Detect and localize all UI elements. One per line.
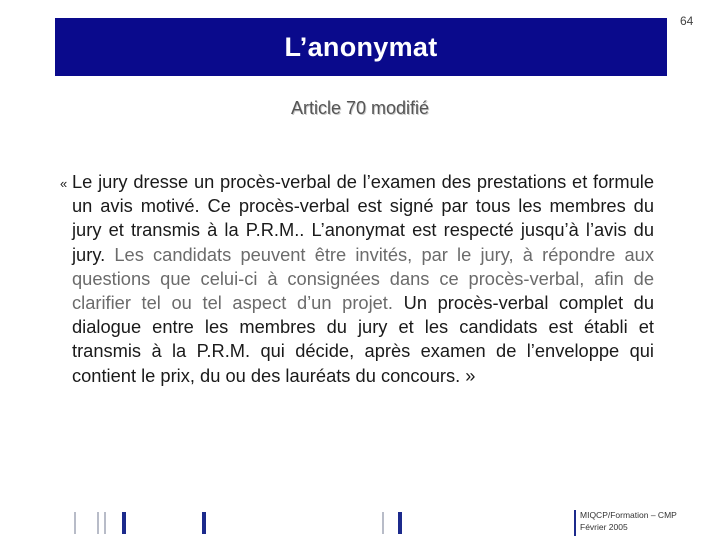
opening-quote: « [60, 176, 68, 191]
body-text-main: Le jury dresse un procès-verbal de l’examen des prestations et formule un avis motivé. Ce procès-verbal est signé par tous les membres du jury et transmis à la P.R.M.. L’anonymat est respecté jusqu’à l’avis du jury. [72, 171, 654, 265]
footer-bar [74, 512, 76, 534]
footer-divider [574, 510, 576, 536]
footer-bar [202, 512, 206, 534]
footer-bar [382, 512, 384, 534]
footer-bar [122, 512, 126, 534]
body-text-end: Un procès-verbal complet du dialogue entre les membres du jury et les candidats est établi et transmis à la P.R.M. qui décide, après examen de l’enveloppe qui contient le prix, du ou des lauréats du concours. » [72, 292, 655, 386]
body-paragraph [60, 170, 655, 388]
title-bar [55, 18, 667, 76]
footer-bar [104, 512, 106, 534]
footer-credit [580, 509, 677, 533]
footer-line-2: Février 2005 [580, 522, 628, 532]
footer-bar [398, 512, 402, 534]
footer-line-1: MIQCP/Formation – CMP [580, 510, 677, 520]
page-number: 64 [680, 14, 694, 28]
body-text-grey: Les candidats peuvent être invités, par le jury, à répondre aux questions que celui-ci à consignées dans ce procès-verbal, afin de clarifier tel ou tel aspect d’un projet. [72, 243, 654, 314]
footer-bar [97, 512, 99, 534]
slide-title: L’anonymat [284, 32, 438, 62]
slide-subtitle: Article 70 modifié [290, 98, 430, 118]
